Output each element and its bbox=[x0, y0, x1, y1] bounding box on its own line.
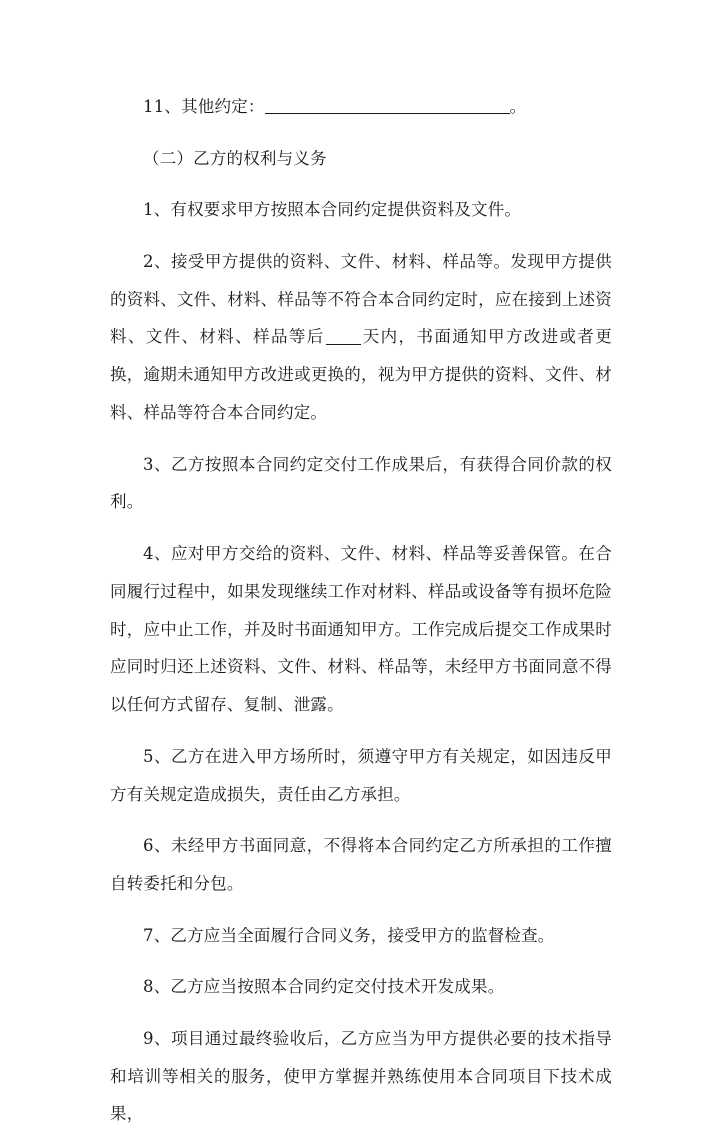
clause-2-before: 2、接受甲方提供的资料、文件、材料、样品等。发现甲方提供的资料、文件、材料、样品等不符合本合同约定时，应在接到上述资料、文件、材料、样品等后 bbox=[110, 251, 612, 347]
document-page bbox=[110, 88, 612, 1147]
clause-9: 9、项目通过最终验收后，乙方应当为甲方提供必要的技术指导和培训等相关的服务，使甲方掌握并熟练使用本合同项目下技术成果， bbox=[110, 1028, 612, 1124]
fill-in-blank-days[interactable] bbox=[326, 326, 361, 345]
clause-2 bbox=[110, 243, 612, 432]
clause-11 bbox=[110, 88, 612, 126]
clause-11-label: 11、其他约定： bbox=[143, 97, 265, 116]
clause-2-after: 天内，书面通知甲方改进或者更换，逾期未通知甲方改进或更换的，视为甲方提供的资料、文件、材料、样品等符合本合同约定。 bbox=[110, 327, 612, 422]
clause-11-end: 。 bbox=[509, 97, 527, 116]
fill-in-blank-other-terms[interactable] bbox=[265, 95, 510, 114]
clause-6: 6、未经甲方书面同意，不得将本合同约定乙方所承担的工作擅自转委托和分包。 bbox=[110, 836, 612, 893]
clause-3: 3、乙方按照本合同约定交付工作成果后，有获得合同价款的权利。 bbox=[110, 454, 612, 512]
clause-1: 1、有权要求甲方按照本合同约定提供资料及文件。 bbox=[143, 200, 522, 220]
clause-5: 5、乙方在进入甲方场所时，须遵守甲方有关规定，如因违反甲方有关规定造成损失，责任由乙方承担。 bbox=[110, 746, 612, 804]
clause-4: 4、应对甲方交给的资料、文件、材料、样品等妥善保管。在合同履行过程中，如果发现继续工作对材料、样品或设备等有损坏危险时，应中止工作，并及时书面通知甲方。工作完成后提交工作成果时应同时归还上述资料、文件、材料、样品等，未经甲方书面同意不得以任何方式留存、复制、泄露。 bbox=[110, 543, 612, 715]
clause-7: 7、乙方应当全面履行合同义务，接受甲方的监督检查。 bbox=[143, 925, 555, 945]
clause-8: 8、乙方应当按照本合同约定交付技术开发成果。 bbox=[143, 977, 505, 997]
section-heading: （二）乙方的权利与义务 bbox=[143, 148, 327, 168]
